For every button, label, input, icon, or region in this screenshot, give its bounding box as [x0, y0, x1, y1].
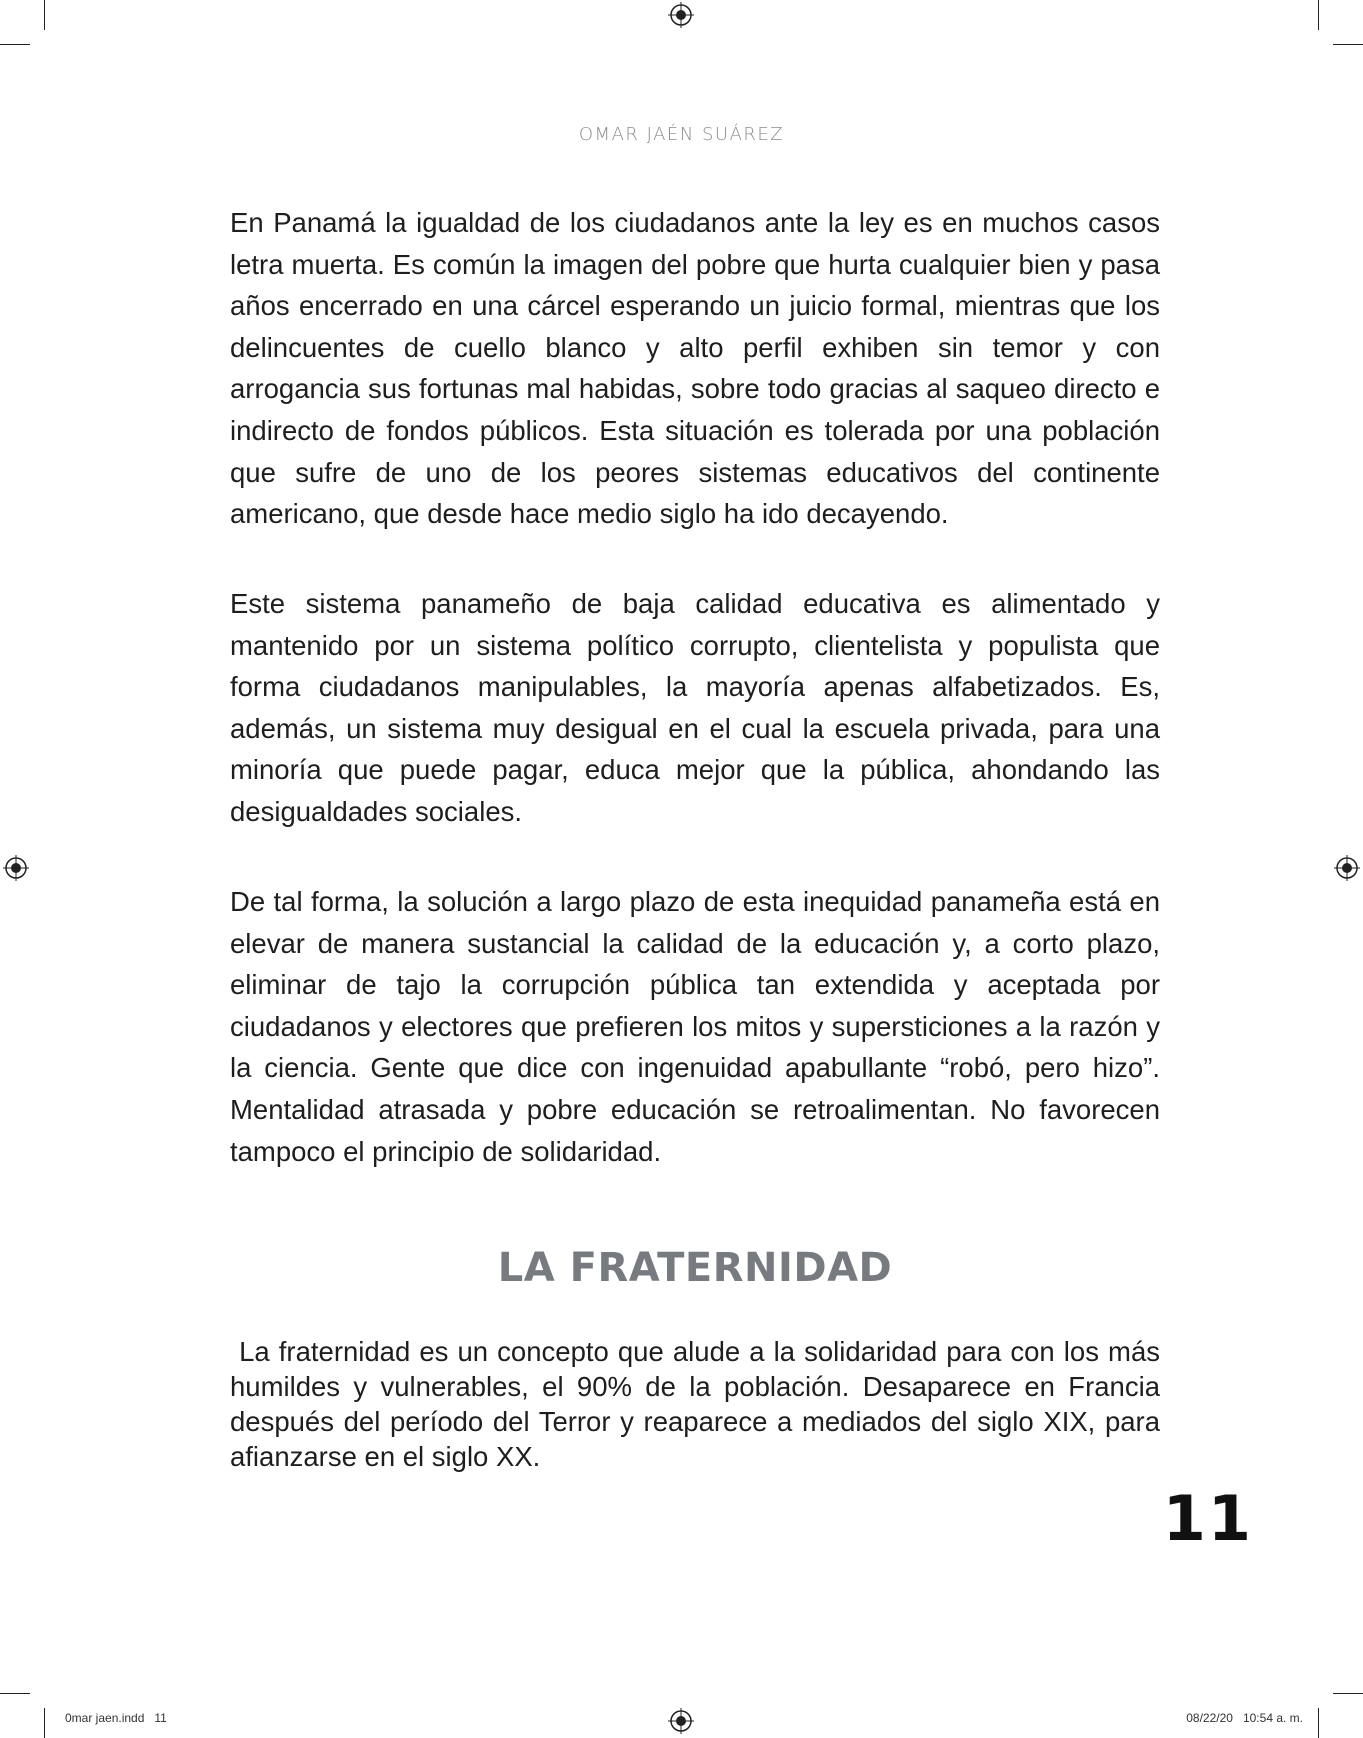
- registration-mark-icon: [668, 1708, 694, 1734]
- section-paragraph: La fraternidad es un concepto que alude a la solidaridad para con los más humildes y vulnerables, el 90% de la población. Desaparece en Francia después del período del Terror y reaparece a mediados del siglo XIX, para afianzarse en el siglo XX.: [230, 1336, 1168, 1472]
- registration-mark-icon: [668, 2, 694, 28]
- crop-mark: [1333, 1693, 1363, 1694]
- crop-mark: [44, 1708, 45, 1738]
- slug-file: 0mar jaen.indd 11: [65, 1711, 167, 1725]
- crop-mark: [0, 44, 30, 45]
- paragraph-1: En Panamá la igualdad de los ciudadanos ante la ley es en muchos casos letra muerta. Es común la imagen del pobre que hurta cualquier bien y pasa años encerrado en una cárcel esperando un juicio formal, mientras que los delincuentes de cuello blanco y alto perfil exhiben sin temor y con arrogancia sus fortunas mal habidas, sobre todo gracias al saqueo directo e indirecto de fondos públicos. Esta situación es tolerada por una población que sufre de uno de los peores sistemas educativos del continente americano, que desde hace medio siglo ha ido decayendo.: [230, 207, 1160, 530]
- slug-timestamp: 08/22/20 10:54 a. m.: [1186, 1711, 1303, 1725]
- registration-mark-icon: [3, 855, 29, 881]
- running-head: OMAR JAÉN SUÁREZ: [578, 124, 785, 145]
- section-title: LA FRATERNIDAD: [497, 1245, 893, 1291]
- crop-mark: [1318, 0, 1319, 30]
- paragraph-3: De tal forma, la solución a largo plazo de esta inequidad panameña está en elevar de manera sustancial la calidad de la educación y, a corto plazo, eliminar de tajo la corrupción pública tan extendida y aceptada por ciudadanos y electores que prefieren los mitos y supersticiones a la razón y la ciencia. Gente que dice con ingenuidad apabullante “robó, pero hizo”. Mentalidad atrasada y pobre educación se retroalimentan. No favorecen tampoco el principio de solidaridad.: [230, 886, 1160, 1167]
- crop-mark: [1318, 1708, 1319, 1738]
- crop-mark: [44, 0, 45, 30]
- crop-mark: [0, 1693, 30, 1694]
- registration-mark-icon: [1334, 855, 1360, 881]
- page-number: 11: [1162, 1482, 1253, 1555]
- paragraph-2: Este sistema panameño de baja calidad educativa es alimentado y mantenido por un sistema político corrupto, clientelista y populista que forma ciudadanos manipulables, la mayoría apenas alfabetizados. Es, además, un sistema muy desigual en el cual la escuela privada, para una minoría que puede pagar, educa mejor que la pública, ahondando las desigualdades sociales.: [230, 588, 1160, 827]
- crop-mark: [1333, 44, 1363, 45]
